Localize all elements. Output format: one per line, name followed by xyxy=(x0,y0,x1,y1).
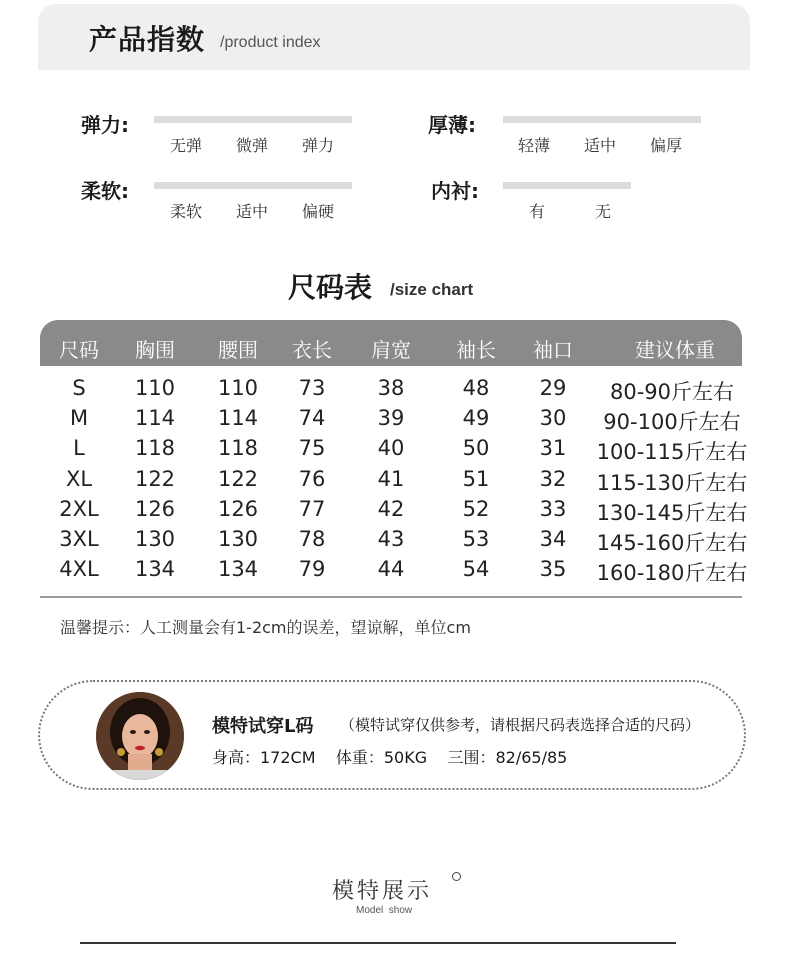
table-cell: 122 xyxy=(134,467,176,491)
table-cell: 44 xyxy=(377,557,405,581)
size-cell: 2XL xyxy=(59,497,99,521)
model-size-note: （模特试穿仅供参考，请根据尺码表选择合适的尺码） xyxy=(340,716,701,734)
table-cell: 126 xyxy=(217,497,259,521)
table-cell: 50 xyxy=(462,436,490,460)
table-cell: 42 xyxy=(377,497,405,521)
thickness-option: 偏厚 xyxy=(650,136,683,155)
column-header: 袖口 xyxy=(533,338,573,362)
table-cell: 118 xyxy=(217,436,259,460)
thickness-option: 适中 xyxy=(584,136,617,155)
elasticity-option: 无弹 xyxy=(170,136,203,155)
table-cell: 51 xyxy=(462,467,490,491)
lining-option: 有 xyxy=(529,202,546,221)
table-cell: 53 xyxy=(462,527,490,551)
table-cell: 110 xyxy=(134,376,176,400)
table-cell: 160-180斤左右 xyxy=(596,561,748,585)
size-cell: 4XL xyxy=(59,557,99,581)
table-cell: 41 xyxy=(377,467,405,491)
elasticity-option: 微弹 xyxy=(236,136,269,155)
table-cell: 80-90斤左右 xyxy=(609,380,735,404)
thickness-bar xyxy=(503,116,701,123)
table-cell: 130 xyxy=(217,527,259,551)
column-header: 尺码 xyxy=(59,338,99,362)
table-cell: 100-115斤左右 xyxy=(596,440,748,464)
table-cell: 29 xyxy=(539,376,567,400)
table-cell: 78 xyxy=(298,527,326,551)
model-portrait-image xyxy=(96,692,184,780)
lining-option: 无 xyxy=(595,202,612,221)
table-cell: 130 xyxy=(134,527,176,551)
elasticity-bar xyxy=(154,116,352,123)
table-cell: 31 xyxy=(539,436,567,460)
table-divider xyxy=(40,596,742,598)
softness-option: 柔软 xyxy=(170,202,203,221)
table-cell: 32 xyxy=(539,467,567,491)
softness-option: 偏硬 xyxy=(302,202,335,221)
table-cell: 49 xyxy=(462,406,490,430)
table-cell: 43 xyxy=(377,527,405,551)
table-cell: 76 xyxy=(298,467,326,491)
column-header: 肩宽 xyxy=(371,338,411,362)
table-cell: 114 xyxy=(134,406,176,430)
table-cell: 130-145斤左右 xyxy=(596,501,748,525)
elasticity-option: 弹力 xyxy=(302,136,335,155)
size-cell: 3XL xyxy=(59,527,99,551)
thickness-label: 厚薄: xyxy=(428,113,476,137)
decorative-circle-icon xyxy=(452,872,461,881)
model-size-title: 模特试穿L码 xyxy=(212,716,314,737)
column-header: 袖长 xyxy=(456,338,496,362)
table-cell: 38 xyxy=(377,376,405,400)
elasticity-label: 弹力: xyxy=(81,113,129,137)
softness-bar xyxy=(154,182,352,189)
table-cell: 35 xyxy=(539,557,567,581)
table-cell: 79 xyxy=(298,557,326,581)
table-cell: 90-100斤左右 xyxy=(603,410,741,434)
model-stats: 身高：172CM 体重：50KG 三围：82/65/85 xyxy=(212,748,568,767)
column-header: 建议体重 xyxy=(635,338,715,362)
model-show-title: 模特展示 xyxy=(332,879,433,904)
section-subtitle-size-chart: /size chart xyxy=(390,280,474,299)
section-subtitle-product-index: /product index xyxy=(220,34,321,51)
section-title-size-chart: 尺码表 xyxy=(288,271,373,304)
table-cell: 40 xyxy=(377,436,405,460)
softness-option: 适中 xyxy=(236,202,269,221)
size-cell: S xyxy=(72,376,86,400)
table-cell: 39 xyxy=(377,406,405,430)
size-cell: XL xyxy=(65,467,93,491)
lining-bar xyxy=(503,182,631,189)
table-cell: 122 xyxy=(217,467,259,491)
size-cell: M xyxy=(69,406,89,430)
table-cell: 75 xyxy=(298,436,326,460)
column-header: 衣长 xyxy=(292,338,332,362)
table-cell: 134 xyxy=(217,557,259,581)
table-cell: 118 xyxy=(134,436,176,460)
section-title-product-index: 产品指数 xyxy=(89,23,206,56)
size-cell: L xyxy=(73,436,85,460)
table-cell: 134 xyxy=(134,557,176,581)
column-header: 胸围 xyxy=(135,338,175,362)
table-cell: 52 xyxy=(462,497,490,521)
table-cell: 77 xyxy=(298,497,326,521)
table-cell: 48 xyxy=(462,376,490,400)
model-avatar xyxy=(96,692,184,780)
bottom-divider xyxy=(80,942,676,944)
table-cell: 30 xyxy=(539,406,567,430)
lining-label: 内衬: xyxy=(431,179,479,203)
table-cell: 74 xyxy=(298,406,326,430)
table-cell: 114 xyxy=(217,406,259,430)
table-cell: 145-160斤左右 xyxy=(596,531,748,555)
table-cell: 34 xyxy=(539,527,567,551)
column-header: 腰围 xyxy=(218,338,258,362)
thickness-option: 轻薄 xyxy=(518,136,551,155)
table-cell: 73 xyxy=(298,376,326,400)
model-show-subtitle: Model show xyxy=(356,905,413,916)
measurement-note: 温馨提示：人工测量会有1-2cm的误差，望谅解，单位cm xyxy=(60,618,471,637)
table-cell: 33 xyxy=(539,497,567,521)
table-cell: 115-130斤左右 xyxy=(596,471,748,495)
table-cell: 110 xyxy=(217,376,259,400)
softness-label: 柔软: xyxy=(81,179,129,203)
table-cell: 126 xyxy=(134,497,176,521)
table-cell: 54 xyxy=(462,557,490,581)
